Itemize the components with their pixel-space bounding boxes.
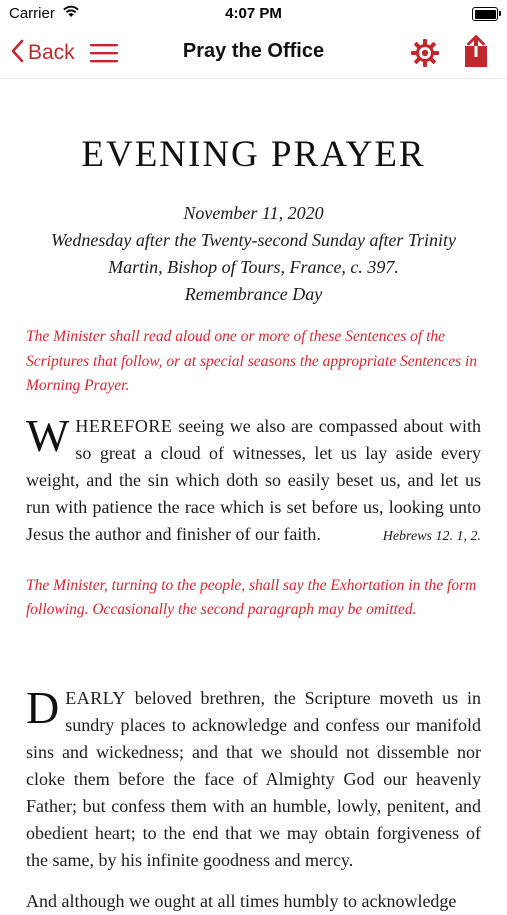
rubric-exhortation: The Minister, turning to the people, shall say the Exhortation in the form following. Occasionally the second paragraph may be omitted. [26,576,477,618]
smallcaps-lead: EARLY [65,687,126,708]
back-button[interactable] [10,38,75,68]
sentence-text: seeing we also are compassed about with so great a cloud of witnesses, let us lay aside every weight, and the sin which doth so easily beset us, and let us run with patience the race which is set before us, looking unto Jesus the author and finisher of our faith. [26,415,481,544]
hamburger-menu-icon[interactable] [90,42,118,64]
battery-icon [472,7,498,21]
date-block [0,200,507,308]
status-time: 4:07 PM [225,5,282,22]
exhortation-paragraph [26,681,481,874]
navigation-bar [0,28,507,79]
dropcap-letter: W [26,409,70,461]
dropcap-letter: D [26,681,60,733]
chevron-left-icon [10,39,24,68]
scripture-citation: Hebrews 12. 1, 2. [382,528,481,544]
commemoration: Martin, Bishop of Tours, France, c. 397. [108,257,399,277]
back-label: Back [28,41,75,64]
opening-sentence [26,409,481,548]
smallcaps-lead: HEREFORE [75,415,173,436]
exhortation-continuation: And although we ought at all times humbly to acknowledge [26,890,457,911]
liturgical-day: Wednesday after the Twenty-second Sunday after Trinity [51,230,456,250]
rubric-sentences: The Minister shall read aloud one or more of these Sentences of the Scriptures that follow, or at special seasons the appropriate Sentences in Morning Prayer. [26,328,478,394]
share-icon[interactable] [462,35,490,69]
exhortation-text: beloved brethren, the Scripture moveth us in sundry places to acknowledge and confess our manifold sins and wickedness; and that we should not dissemble nor cloke them before the face of Almighty God our heavenly Father; but confess them with an humble, lowly, penitent, and obedient heart; to the end that we may obtain forgiveness of the same, by his infinite goodness and mercy. [26,687,481,870]
page-title: Pray the Office [182,40,325,62]
office-title: EVENING PRAYER [81,134,426,175]
observance: Remembrance Day [184,284,323,304]
gear-icon[interactable] [410,38,440,68]
status-bar [0,0,507,28]
office-date: November 11, 2020 [183,203,324,223]
office-content[interactable] [0,79,507,911]
carrier-label: Carrier [9,5,55,22]
